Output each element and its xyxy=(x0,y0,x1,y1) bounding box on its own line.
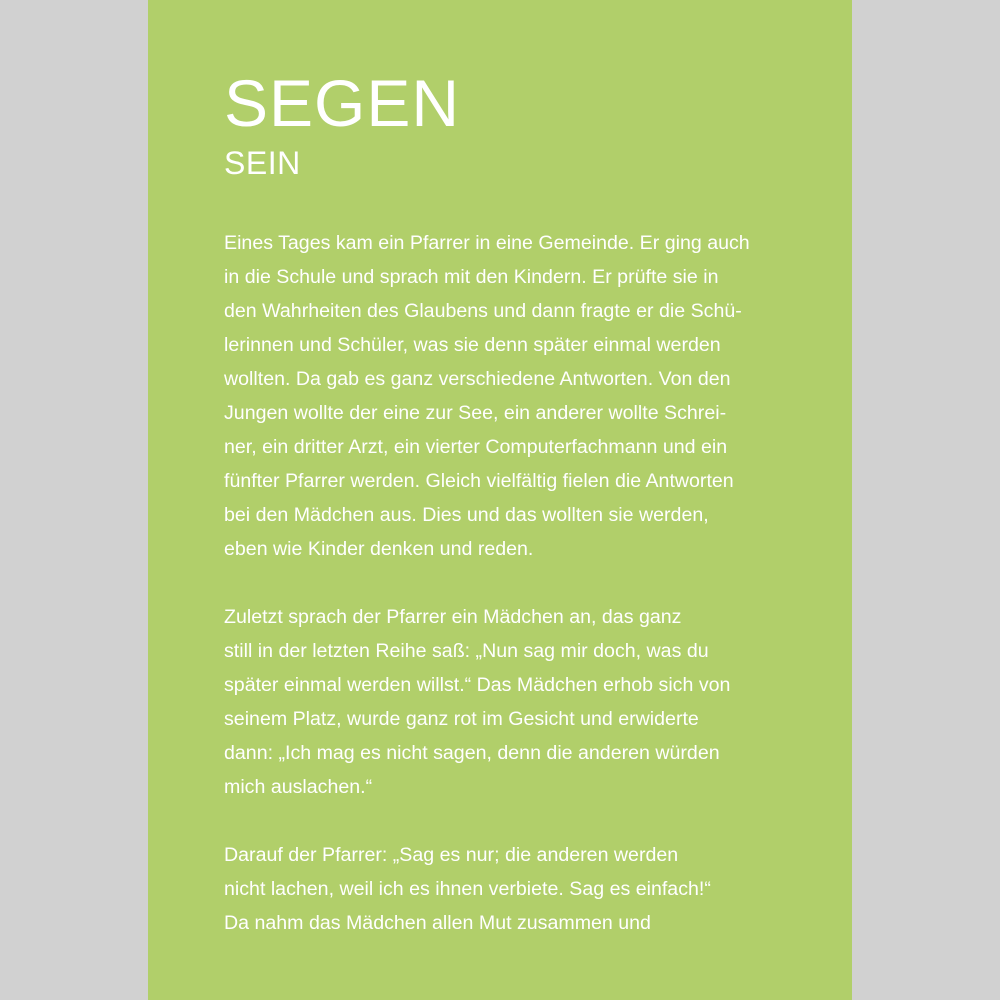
text-line: den Wahrheiten des Glaubens und dann fragte er die Schü- xyxy=(224,300,742,322)
paragraph-2 xyxy=(224,600,784,804)
text-line: eben wie Kinder denken und reden. xyxy=(224,538,534,560)
text-line: Zuletzt sprach der Pfarrer ein Mädchen an, das ganz xyxy=(224,606,682,628)
text-line: Darauf der Pfarrer: „Sag es nur; die anderen werden xyxy=(224,844,679,866)
text-line: dann: „Ich mag es nicht sagen, denn die anderen würden xyxy=(224,742,720,764)
card-content xyxy=(224,62,784,974)
text-line: später einmal werden willst.“ Das Mädchen erhob sich von xyxy=(224,674,731,696)
text-line: in die Schule und sprach mit den Kindern. Er prüfte sie in xyxy=(224,266,719,288)
paragraph-3 xyxy=(224,838,784,940)
text-line: fünfter Pfarrer werden. Gleich vielfältig fielen die Antworten xyxy=(224,470,734,492)
paragraph-1 xyxy=(224,226,784,566)
text-line: mich auslachen.“ xyxy=(224,776,373,798)
text-line: ner, ein dritter Arzt, ein vierter Computerfachmann und ein xyxy=(224,436,728,458)
text-line: Eines Tages kam ein Pfarrer in eine Gemeinde. Er ging auch xyxy=(224,232,750,254)
text-line: Jungen wollte der eine zur See, ein anderer wollte Schrei- xyxy=(224,402,727,424)
text-card xyxy=(148,0,852,1000)
text-line: bei den Mädchen aus. Dies und das wollten sie werden, xyxy=(224,504,709,526)
text-line: wollten. Da gab es ganz verschiedene Antworten. Von den xyxy=(224,368,731,390)
story-text xyxy=(224,226,784,940)
text-line: seinem Platz, wurde ganz rot im Gesicht und erwiderte xyxy=(224,708,699,730)
text-line: Da nahm das Mädchen allen Mut zusammen und xyxy=(224,912,651,934)
text-line: still in der letzten Reihe saß: „Nun sag mir doch, was du xyxy=(224,640,709,662)
card-subtitle: SEIN xyxy=(224,145,301,181)
card-title: SEGEN xyxy=(224,66,461,140)
text-line: lerinnen und Schüler, was sie denn später einmal werden xyxy=(224,334,721,356)
text-line: nicht lachen, weil ich es ihnen verbiete. Sag es einfach!“ xyxy=(224,878,711,900)
